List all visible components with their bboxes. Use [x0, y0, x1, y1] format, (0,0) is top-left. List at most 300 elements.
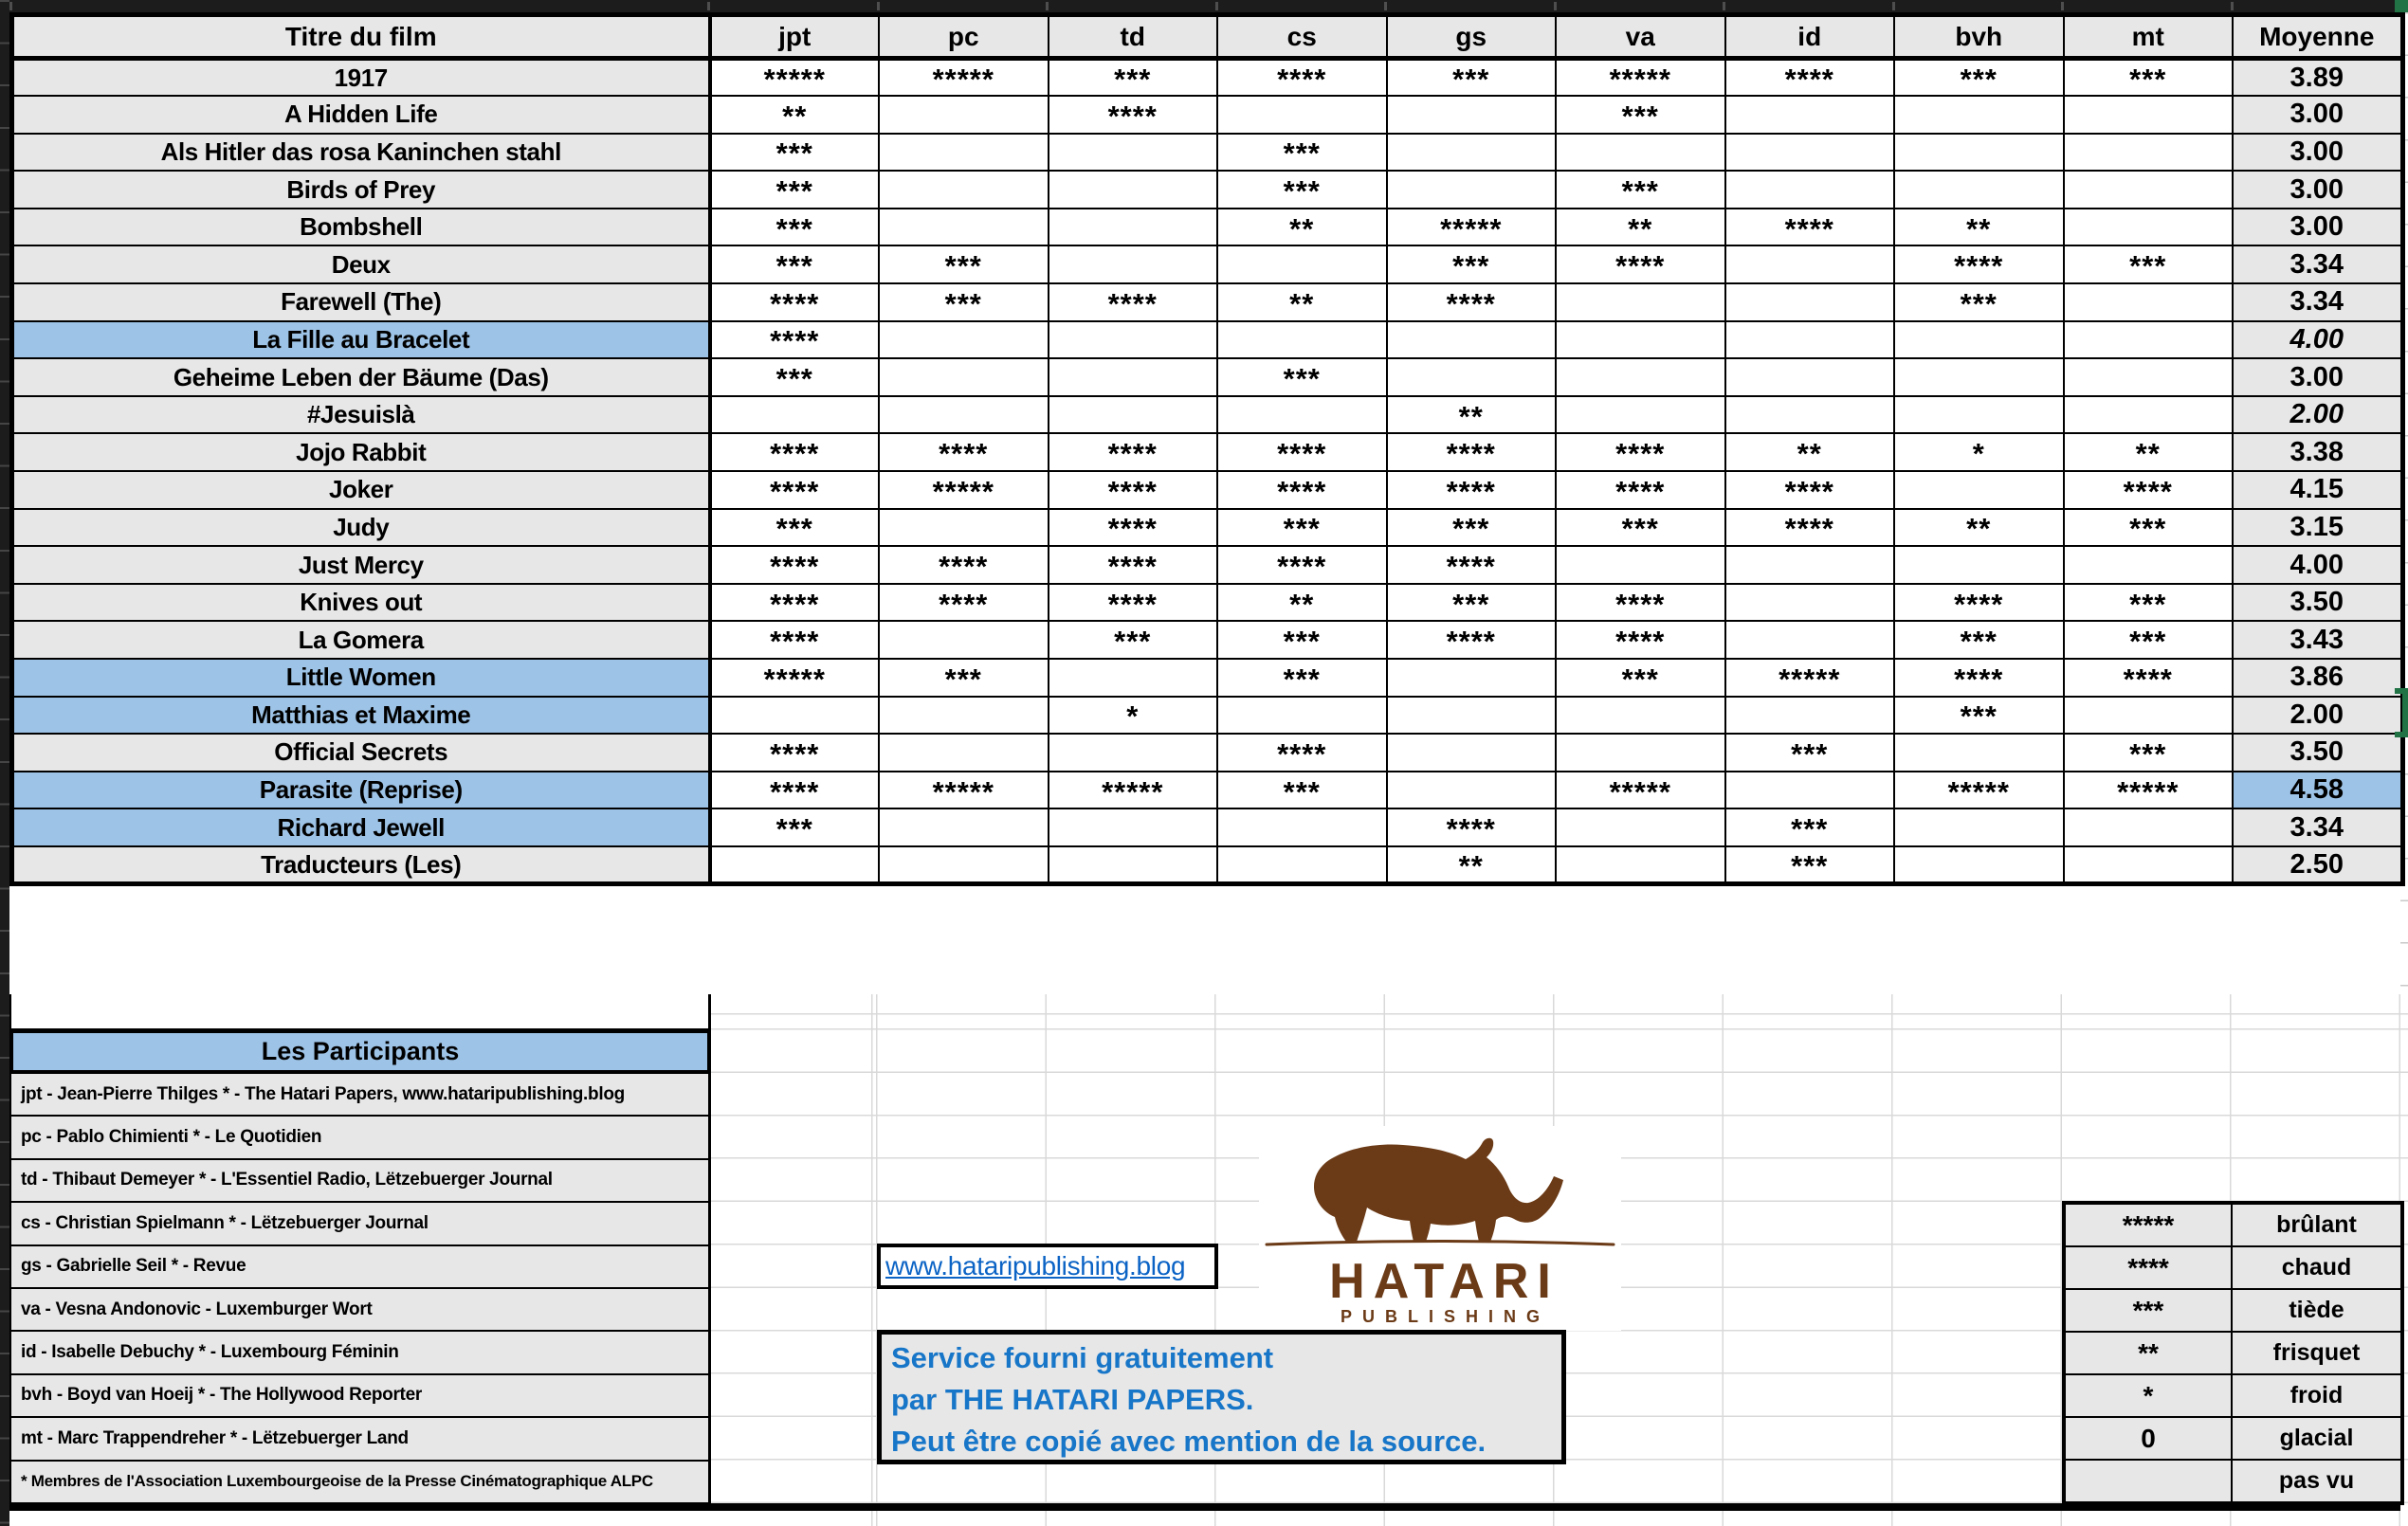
- rating-cell-gs[interactable]: [1387, 245, 1557, 283]
- legend-stars-cell[interactable]: **: [2064, 1332, 2232, 1374]
- rating-cell-bvh[interactable]: [1894, 59, 2064, 97]
- rating-cell-cs[interactable]: [1217, 621, 1387, 659]
- rating-cell-va[interactable]: [1556, 808, 1725, 846]
- rating-cell-bvh[interactable]: [1894, 734, 2064, 772]
- rating-cell-pc[interactable]: [879, 621, 1049, 659]
- rating-cell-jpt[interactable]: [710, 96, 880, 134]
- column-header-bvh[interactable]: bvh: [1894, 15, 2064, 59]
- rating-cell-pc[interactable]: [879, 546, 1049, 584]
- film-title-cell[interactable]: Parasite (Reprise): [12, 772, 710, 809]
- rating-cell-td[interactable]: [1049, 772, 1218, 809]
- rating-cell-bvh[interactable]: [1894, 171, 2064, 209]
- rating-cell-cs[interactable]: [1217, 96, 1387, 134]
- rating-cell-gs[interactable]: [1387, 584, 1557, 622]
- rating-cell-td[interactable]: [1049, 321, 1218, 359]
- rating-cell-jpt[interactable]: [710, 283, 880, 321]
- column-header-cs[interactable]: cs: [1217, 15, 1387, 59]
- stars-value: ***: [2129, 512, 2167, 546]
- film-title-cell[interactable]: Joker: [12, 471, 710, 509]
- film-title-cell[interactable]: Official Secrets: [12, 734, 710, 772]
- participant-row[interactable]: id - Isabelle Debuchy * - Luxembourg Féminin: [9, 1332, 711, 1374]
- column-header-average[interactable]: Moyenne: [2233, 15, 2402, 59]
- rating-cell-cs[interactable]: [1217, 283, 1387, 321]
- rating-cell-mt[interactable]: [2064, 283, 2234, 321]
- stars-value: ***: [1791, 849, 1829, 883]
- rating-cell-pc[interactable]: [879, 396, 1049, 434]
- stars-value: ***: [1283, 774, 1321, 808]
- rating-cell-va[interactable]: [1556, 697, 1725, 735]
- stars-value: ***: [2129, 736, 2167, 771]
- rating-cell-id[interactable]: [1725, 808, 1895, 846]
- stars-value: ***: [1283, 512, 1321, 546]
- average-cell[interactable]: 3.43: [2233, 621, 2402, 659]
- rating-cell-td[interactable]: [1049, 471, 1218, 509]
- rating-cell-td[interactable]: [1049, 209, 1218, 246]
- average-cell[interactable]: 3.50: [2233, 584, 2402, 622]
- stars-value: ****: [770, 736, 820, 771]
- rating-cell-id[interactable]: [1725, 584, 1895, 622]
- rating-cell-va[interactable]: [1556, 659, 1725, 697]
- rating-cell-jpt[interactable]: [710, 846, 880, 884]
- rating-cell-bvh[interactable]: [1894, 433, 2064, 471]
- rating-cell-va[interactable]: [1556, 245, 1725, 283]
- rating-cell-cs[interactable]: [1217, 659, 1387, 697]
- average-cell[interactable]: 4.15: [2233, 471, 2402, 509]
- stars-value: ****: [770, 437, 820, 471]
- film-title-cell[interactable]: #Jesuislà: [12, 396, 710, 434]
- rating-cell-td[interactable]: [1049, 846, 1218, 884]
- empty-cell[interactable]: [9, 994, 711, 1028]
- rating-cell-mt[interactable]: [2064, 772, 2234, 809]
- rating-cell-gs[interactable]: [1387, 59, 1557, 97]
- rating-cell-id[interactable]: [1725, 697, 1895, 735]
- rating-cell-va[interactable]: [1556, 96, 1725, 134]
- rating-cell-td[interactable]: [1049, 697, 1218, 735]
- rating-cell-va[interactable]: [1556, 846, 1725, 884]
- rating-cell-mt[interactable]: [2064, 59, 2234, 97]
- rating-cell-id[interactable]: [1725, 621, 1895, 659]
- stars-value: *****: [763, 662, 826, 696]
- average-cell[interactable]: 3.15: [2233, 509, 2402, 547]
- rating-cell-id[interactable]: [1725, 433, 1895, 471]
- rating-cell-va[interactable]: [1556, 209, 1725, 246]
- rating-cell-gs[interactable]: [1387, 846, 1557, 884]
- film-title-cell[interactable]: Farewell (The): [12, 283, 710, 321]
- average-cell[interactable]: 2.50: [2233, 846, 2402, 884]
- rating-cell-id[interactable]: [1725, 846, 1895, 884]
- average-cell[interactable]: 3.89: [2233, 59, 2402, 97]
- rating-cell-mt[interactable]: [2064, 546, 2234, 584]
- rating-cell-va[interactable]: [1556, 621, 1725, 659]
- rating-cell-mt[interactable]: [2064, 209, 2234, 246]
- rating-cell-cs[interactable]: [1217, 171, 1387, 209]
- rating-cell-cs[interactable]: [1217, 808, 1387, 846]
- rating-cell-va[interactable]: [1556, 772, 1725, 809]
- average-cell[interactable]: 2.00: [2233, 396, 2402, 434]
- film-title-cell[interactable]: 1917: [12, 59, 710, 97]
- stars-value: *: [1126, 699, 1140, 734]
- rating-cell-va[interactable]: [1556, 396, 1725, 434]
- rating-cell-td[interactable]: [1049, 808, 1218, 846]
- rating-cell-bvh[interactable]: [1894, 134, 2064, 172]
- rating-cell-jpt[interactable]: [710, 321, 880, 359]
- rating-cell-td[interactable]: [1049, 396, 1218, 434]
- rating-cell-pc[interactable]: [879, 96, 1049, 134]
- film-title-cell[interactable]: Matthias et Maxime: [12, 697, 710, 735]
- rating-cell-pc[interactable]: [879, 584, 1049, 622]
- average-cell[interactable]: 3.38: [2233, 433, 2402, 471]
- stars-value: ****: [1446, 437, 1496, 471]
- rating-cell-pc[interactable]: [879, 209, 1049, 246]
- legend-label-cell[interactable]: pas vu: [2232, 1460, 2402, 1503]
- participants-footnote[interactable]: * Membres de l'Association Luxembourgeoise de la Presse Cinématographique ALPC: [9, 1462, 711, 1504]
- rating-cell-jpt[interactable]: [710, 546, 880, 584]
- rating-cell-pc[interactable]: [879, 509, 1049, 547]
- average-cell[interactable]: 3.34: [2233, 808, 2402, 846]
- stars-value: ****: [770, 774, 820, 808]
- legend-stars-cell[interactable]: ****: [2064, 1246, 2232, 1289]
- rating-cell-cs[interactable]: [1217, 734, 1387, 772]
- rating-cell-bvh[interactable]: [1894, 659, 2064, 697]
- film-title-cell[interactable]: Birds of Prey: [12, 171, 710, 209]
- rating-cell-gs[interactable]: [1387, 134, 1557, 172]
- stars-value: ***: [1791, 812, 1829, 846]
- rating-cell-cs[interactable]: [1217, 846, 1387, 884]
- average-cell[interactable]: 3.34: [2233, 245, 2402, 283]
- rating-cell-pc[interactable]: [879, 471, 1049, 509]
- rating-cell-mt[interactable]: [2064, 509, 2234, 547]
- rating-cell-va[interactable]: [1556, 171, 1725, 209]
- legend-stars-cell[interactable]: *****: [2064, 1203, 2232, 1246]
- average-cell[interactable]: 4.58: [2233, 772, 2402, 809]
- film-title-cell[interactable]: Knives out: [12, 584, 710, 622]
- rating-cell-bvh[interactable]: [1894, 846, 2064, 884]
- participant-row[interactable]: mt - Marc Trappendreher * - Lëtzebuerger Land: [9, 1418, 711, 1461]
- rating-cell-pc[interactable]: [879, 772, 1049, 809]
- average-cell[interactable]: 4.00: [2233, 321, 2402, 359]
- rating-cell-bvh[interactable]: [1894, 584, 2064, 622]
- rating-cell-gs[interactable]: [1387, 396, 1557, 434]
- rating-cell-jpt[interactable]: [710, 171, 880, 209]
- stars-value: ***: [1960, 63, 1998, 97]
- service-note-line: Service fourni gratuitement: [891, 1341, 1274, 1374]
- rating-cell-mt[interactable]: [2064, 433, 2234, 471]
- rating-cell-gs[interactable]: [1387, 471, 1557, 509]
- rating-cell-pc[interactable]: [879, 659, 1049, 697]
- column-header-title[interactable]: Titre du film: [12, 15, 710, 59]
- rating-cell-cs[interactable]: [1217, 546, 1387, 584]
- stars-value: ****: [1277, 63, 1327, 97]
- rating-cell-pc[interactable]: [879, 171, 1049, 209]
- rating-cell-td[interactable]: [1049, 283, 1218, 321]
- average-cell[interactable]: 4.00: [2233, 546, 2402, 584]
- rating-cell-td[interactable]: [1049, 358, 1218, 396]
- rating-cell-cs[interactable]: [1217, 433, 1387, 471]
- legend-label-cell[interactable]: tiède: [2232, 1289, 2402, 1332]
- rating-cell-gs[interactable]: [1387, 772, 1557, 809]
- rating-cell-mt[interactable]: [2064, 808, 2234, 846]
- average-cell[interactable]: 3.00: [2233, 209, 2402, 246]
- rating-cell-cs[interactable]: [1217, 772, 1387, 809]
- rating-cell-jpt[interactable]: [710, 245, 880, 283]
- rating-cell-gs[interactable]: [1387, 171, 1557, 209]
- rating-cell-mt[interactable]: [2064, 396, 2234, 434]
- rating-cell-jpt[interactable]: [710, 734, 880, 772]
- rating-cell-mt[interactable]: [2064, 321, 2234, 359]
- rating-cell-td[interactable]: [1049, 433, 1218, 471]
- legend-stars-cell[interactable]: ***: [2064, 1289, 2232, 1332]
- rating-cell-id[interactable]: [1725, 772, 1895, 809]
- rating-cell-jpt[interactable]: [710, 471, 880, 509]
- rating-cell-id[interactable]: [1725, 171, 1895, 209]
- rating-cell-bvh[interactable]: [1894, 621, 2064, 659]
- rating-cell-gs[interactable]: [1387, 433, 1557, 471]
- film-title-cell[interactable]: Jojo Rabbit: [12, 433, 710, 471]
- rating-cell-bvh[interactable]: [1894, 772, 2064, 809]
- rating-cell-gs[interactable]: [1387, 659, 1557, 697]
- rating-cell-id[interactable]: [1725, 396, 1895, 434]
- rating-cell-pc[interactable]: [879, 245, 1049, 283]
- average-cell[interactable]: 3.86: [2233, 659, 2402, 697]
- rating-cell-pc[interactable]: [879, 734, 1049, 772]
- rating-cell-jpt[interactable]: [710, 772, 880, 809]
- rating-cell-bvh[interactable]: [1894, 209, 2064, 246]
- column-header-id[interactable]: id: [1725, 15, 1895, 59]
- rating-cell-cs[interactable]: [1217, 509, 1387, 547]
- average-cell[interactable]: 3.50: [2233, 734, 2402, 772]
- legend-label-cell[interactable]: frisquet: [2232, 1332, 2402, 1374]
- rating-cell-va[interactable]: [1556, 134, 1725, 172]
- participant-row[interactable]: jpt - Jean-Pierre Thilges * - The Hatari Papers, www.hataripublishing.blog: [9, 1074, 711, 1117]
- rating-cell-pc[interactable]: [879, 697, 1049, 735]
- rating-cell-id[interactable]: [1725, 134, 1895, 172]
- rating-cell-td[interactable]: [1049, 171, 1218, 209]
- rating-cell-td[interactable]: [1049, 509, 1218, 547]
- rating-cell-bvh[interactable]: [1894, 96, 2064, 134]
- rating-cell-pc[interactable]: [879, 433, 1049, 471]
- rating-cell-gs[interactable]: [1387, 209, 1557, 246]
- film-title-cell[interactable]: Traducteurs (Les): [12, 846, 710, 884]
- rating-cell-pc[interactable]: [879, 321, 1049, 359]
- rating-cell-td[interactable]: [1049, 546, 1218, 584]
- film-title-cell[interactable]: A Hidden Life: [12, 96, 710, 134]
- rating-cell-va[interactable]: [1556, 584, 1725, 622]
- film-title-cell[interactable]: Little Women: [12, 659, 710, 697]
- participant-row[interactable]: gs - Gabrielle Seil * - Revue: [9, 1246, 711, 1289]
- rating-cell-id[interactable]: [1725, 59, 1895, 97]
- participant-row[interactable]: bvh - Boyd van Hoeij * - The Hollywood Reporter: [9, 1375, 711, 1418]
- rating-cell-id[interactable]: [1725, 209, 1895, 246]
- rating-cell-jpt[interactable]: [710, 509, 880, 547]
- rating-cell-jpt[interactable]: [710, 697, 880, 735]
- rating-cell-jpt[interactable]: [710, 396, 880, 434]
- rating-cell-bvh[interactable]: [1894, 396, 2064, 434]
- legend-label-cell[interactable]: chaud: [2232, 1246, 2402, 1289]
- rating-cell-td[interactable]: [1049, 659, 1218, 697]
- rating-cell-va[interactable]: [1556, 59, 1725, 97]
- rating-cell-cs[interactable]: [1217, 209, 1387, 246]
- film-title-cell[interactable]: Just Mercy: [12, 546, 710, 584]
- rating-cell-gs[interactable]: [1387, 321, 1557, 359]
- column-header-va[interactable]: va: [1556, 15, 1725, 59]
- rating-cell-gs[interactable]: [1387, 621, 1557, 659]
- rating-cell-id[interactable]: [1725, 546, 1895, 584]
- rating-cell-gs[interactable]: [1387, 734, 1557, 772]
- rating-cell-jpt[interactable]: [710, 621, 880, 659]
- column-header-td[interactable]: td: [1049, 15, 1218, 59]
- top-edge-strip: [0, 0, 2408, 12]
- rating-cell-pc[interactable]: [879, 358, 1049, 396]
- participant-row[interactable]: pc - Pablo Chimienti * - Le Quotidien: [9, 1117, 711, 1159]
- film-title-cell[interactable]: Geheime Leben der Bäume (Das): [12, 358, 710, 396]
- rating-cell-va[interactable]: [1556, 734, 1725, 772]
- rating-cell-gs[interactable]: [1387, 697, 1557, 735]
- rating-cell-mt[interactable]: [2064, 846, 2234, 884]
- rating-cell-bvh[interactable]: [1894, 546, 2064, 584]
- rating-cell-td[interactable]: [1049, 245, 1218, 283]
- rating-cell-va[interactable]: [1556, 471, 1725, 509]
- rating-cell-bvh[interactable]: [1894, 509, 2064, 547]
- rating-cell-id[interactable]: [1725, 321, 1895, 359]
- legend-stars-cell[interactable]: *: [2064, 1374, 2232, 1417]
- rating-cell-mt[interactable]: [2064, 245, 2234, 283]
- average-cell[interactable]: 2.00: [2233, 697, 2402, 735]
- average-cell[interactable]: 3.00: [2233, 358, 2402, 396]
- rating-cell-pc[interactable]: [879, 134, 1049, 172]
- rating-cell-id[interactable]: [1725, 96, 1895, 134]
- film-title-cell[interactable]: La Gomera: [12, 621, 710, 659]
- rating-cell-id[interactable]: [1725, 659, 1895, 697]
- rating-cell-td[interactable]: [1049, 96, 1218, 134]
- rating-cell-id[interactable]: [1725, 509, 1895, 547]
- rating-cell-jpt[interactable]: [710, 433, 880, 471]
- rating-cell-td[interactable]: [1049, 621, 1218, 659]
- rating-cell-mt[interactable]: [2064, 734, 2234, 772]
- rating-cell-id[interactable]: [1725, 358, 1895, 396]
- column-header-mt[interactable]: mt: [2064, 15, 2234, 59]
- rating-cell-va[interactable]: [1556, 433, 1725, 471]
- participant-row[interactable]: va - Vesna Andonovic - Luxemburger Wort: [9, 1289, 711, 1332]
- rating-cell-mt[interactable]: [2064, 584, 2234, 622]
- rating-cell-cs[interactable]: [1217, 584, 1387, 622]
- stars-value: ****: [770, 324, 820, 358]
- rating-cell-td[interactable]: [1049, 584, 1218, 622]
- rating-cell-jpt[interactable]: [710, 209, 880, 246]
- rating-cell-jpt[interactable]: [710, 808, 880, 846]
- rating-cell-jpt[interactable]: [710, 584, 880, 622]
- rating-cell-id[interactable]: [1725, 245, 1895, 283]
- column-header-jpt[interactable]: jpt: [710, 15, 880, 59]
- rating-cell-va[interactable]: [1556, 509, 1725, 547]
- rating-cell-jpt[interactable]: [710, 134, 880, 172]
- film-title-cell[interactable]: Richard Jewell: [12, 808, 710, 846]
- rating-cell-gs[interactable]: [1387, 509, 1557, 547]
- rating-cell-jpt[interactable]: [710, 358, 880, 396]
- rating-cell-bvh[interactable]: [1894, 321, 2064, 359]
- rating-cell-va[interactable]: [1556, 283, 1725, 321]
- participant-row[interactable]: cs - Christian Spielmann * - Lëtzebuerger Journal: [9, 1203, 711, 1245]
- rating-cell-td[interactable]: [1049, 734, 1218, 772]
- rating-cell-cs[interactable]: [1217, 245, 1387, 283]
- rating-cell-cs[interactable]: [1217, 59, 1387, 97]
- legend-label-cell[interactable]: glacial: [2232, 1417, 2402, 1460]
- average-cell[interactable]: 3.00: [2233, 171, 2402, 209]
- rating-cell-td[interactable]: [1049, 134, 1218, 172]
- rating-cell-bvh[interactable]: [1894, 697, 2064, 735]
- film-title-cell[interactable]: Deux: [12, 245, 710, 283]
- rating-cell-pc[interactable]: [879, 59, 1049, 97]
- average-cell[interactable]: 3.00: [2233, 134, 2402, 172]
- film-row: [12, 59, 2403, 97]
- rating-cell-gs[interactable]: [1387, 96, 1557, 134]
- rating-cell-jpt[interactable]: [710, 59, 880, 97]
- rating-cell-mt[interactable]: [2064, 659, 2234, 697]
- rating-cell-bvh[interactable]: [1894, 358, 2064, 396]
- rating-cell-id[interactable]: [1725, 471, 1895, 509]
- rating-cell-bvh[interactable]: [1894, 245, 2064, 283]
- rating-cell-gs[interactable]: [1387, 808, 1557, 846]
- rating-cell-jpt[interactable]: [710, 659, 880, 697]
- stars-value: ***: [1114, 63, 1152, 97]
- rating-cell-id[interactable]: [1725, 734, 1895, 772]
- film-title-cell[interactable]: La Fille au Bracelet: [12, 321, 710, 359]
- rating-cell-pc[interactable]: [879, 846, 1049, 884]
- participant-row[interactable]: td - Thibaut Demeyer * - L'Essentiel Radio, Lëtzebuerger Journal: [9, 1160, 711, 1203]
- rating-cell-cs[interactable]: [1217, 321, 1387, 359]
- rating-cell-bvh[interactable]: [1894, 808, 2064, 846]
- column-header-pc[interactable]: pc: [879, 15, 1049, 59]
- column-header-gs[interactable]: gs: [1387, 15, 1557, 59]
- rating-cell-pc[interactable]: [879, 808, 1049, 846]
- film-title-cell[interactable]: Judy: [12, 509, 710, 547]
- rating-cell-mt[interactable]: [2064, 358, 2234, 396]
- rating-cell-td[interactable]: [1049, 59, 1218, 97]
- rating-cell-gs[interactable]: [1387, 283, 1557, 321]
- rating-cell-pc[interactable]: [879, 283, 1049, 321]
- rating-cell-gs[interactable]: [1387, 358, 1557, 396]
- website-link[interactable]: www.hataripublishing.blog: [885, 1251, 1186, 1281]
- rating-cell-mt[interactable]: [2064, 171, 2234, 209]
- legend-label-cell[interactable]: froid: [2232, 1374, 2402, 1417]
- rating-cell-cs[interactable]: [1217, 358, 1387, 396]
- film-title-cell[interactable]: Als Hitler das rosa Kaninchen stahl: [12, 134, 710, 172]
- legend-label-cell[interactable]: brûlant: [2232, 1203, 2402, 1246]
- stars-value: ***: [775, 812, 813, 846]
- rating-cell-id[interactable]: [1725, 283, 1895, 321]
- average-cell[interactable]: 3.00: [2233, 96, 2402, 134]
- rating-cell-va[interactable]: [1556, 321, 1725, 359]
- rating-cell-cs[interactable]: [1217, 697, 1387, 735]
- rating-cell-cs[interactable]: [1217, 134, 1387, 172]
- rating-cell-va[interactable]: [1556, 358, 1725, 396]
- legend-stars-cell[interactable]: 0: [2064, 1417, 2232, 1460]
- rating-cell-bvh[interactable]: [1894, 283, 2064, 321]
- rating-cell-bvh[interactable]: [1894, 471, 2064, 509]
- rating-cell-mt[interactable]: [2064, 471, 2234, 509]
- rating-cell-gs[interactable]: [1387, 546, 1557, 584]
- rating-cell-va[interactable]: [1556, 546, 1725, 584]
- rating-cell-mt[interactable]: [2064, 96, 2234, 134]
- rating-cell-mt[interactable]: [2064, 621, 2234, 659]
- rating-cell-cs[interactable]: [1217, 396, 1387, 434]
- legend-stars-cell[interactable]: [2064, 1460, 2232, 1503]
- rating-cell-mt[interactable]: [2064, 134, 2234, 172]
- average-cell[interactable]: 3.34: [2233, 283, 2402, 321]
- film-title-cell[interactable]: Bombshell: [12, 209, 710, 246]
- rating-cell-mt[interactable]: [2064, 697, 2234, 735]
- rating-cell-cs[interactable]: [1217, 471, 1387, 509]
- participants-header[interactable]: Les Participants: [9, 1028, 711, 1074]
